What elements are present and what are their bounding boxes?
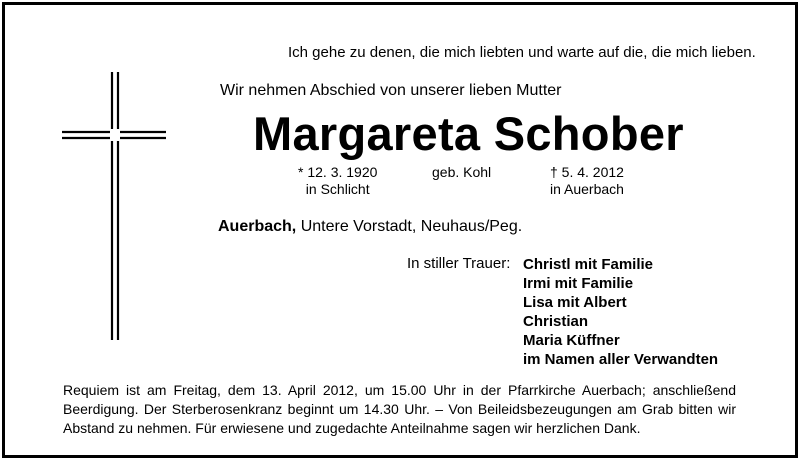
birth-place: in Schlicht — [305, 181, 370, 197]
maiden-name: geb. Kohl — [432, 164, 492, 180]
footer-text: Requiem ist am Freitag, dem 13. April 2012, um 15.00 Uhr in der Pfarrkirche Auerbach; anschließend Beerdigung. Der Sterberosenkranz beginnt um 14.30 Uhr. – Von Beileidsbezeugungen am Grab bitten wir Abstand zu nehmen. Für erwiesene und zugedachte Anteilnahme sagen wir herzlichen Dank. — [63, 382, 736, 436]
death-date: † 5. 4. 2012 — [550, 164, 624, 180]
intro-text: Wir nehmen Abschied von unserer lieben Mutter — [220, 82, 562, 99]
deceased-name: Margareta Schober — [253, 107, 684, 160]
death-info — [550, 164, 624, 198]
cross-icon — [62, 72, 166, 340]
motto-text: Ich gehe zu denen, die mich liebten und warte auf die, die mich lieben. — [288, 44, 756, 61]
death-place: in Auerbach — [550, 181, 624, 197]
mourner-item: im Namen aller Verwandten — [523, 351, 719, 368]
birth-info — [298, 164, 377, 198]
location-town: Auerbach, — [218, 218, 297, 235]
mourners-list — [523, 255, 718, 369]
mourner-item: Christl mit Familie — [523, 256, 654, 273]
mourning-label: In stiller Trauer: — [407, 255, 511, 272]
birth-date: * 12. 3. 1920 — [298, 164, 378, 180]
mourner-item: Christian — [523, 313, 589, 330]
location-line — [218, 218, 522, 236]
mourner-item: Maria Küffner — [523, 332, 620, 349]
mourner-item: Lisa mit Albert — [523, 294, 627, 311]
mourner-item: Irmi mit Familie — [523, 275, 634, 292]
location-address: Untere Vorstadt, Neuhaus/Peg. — [300, 218, 523, 235]
